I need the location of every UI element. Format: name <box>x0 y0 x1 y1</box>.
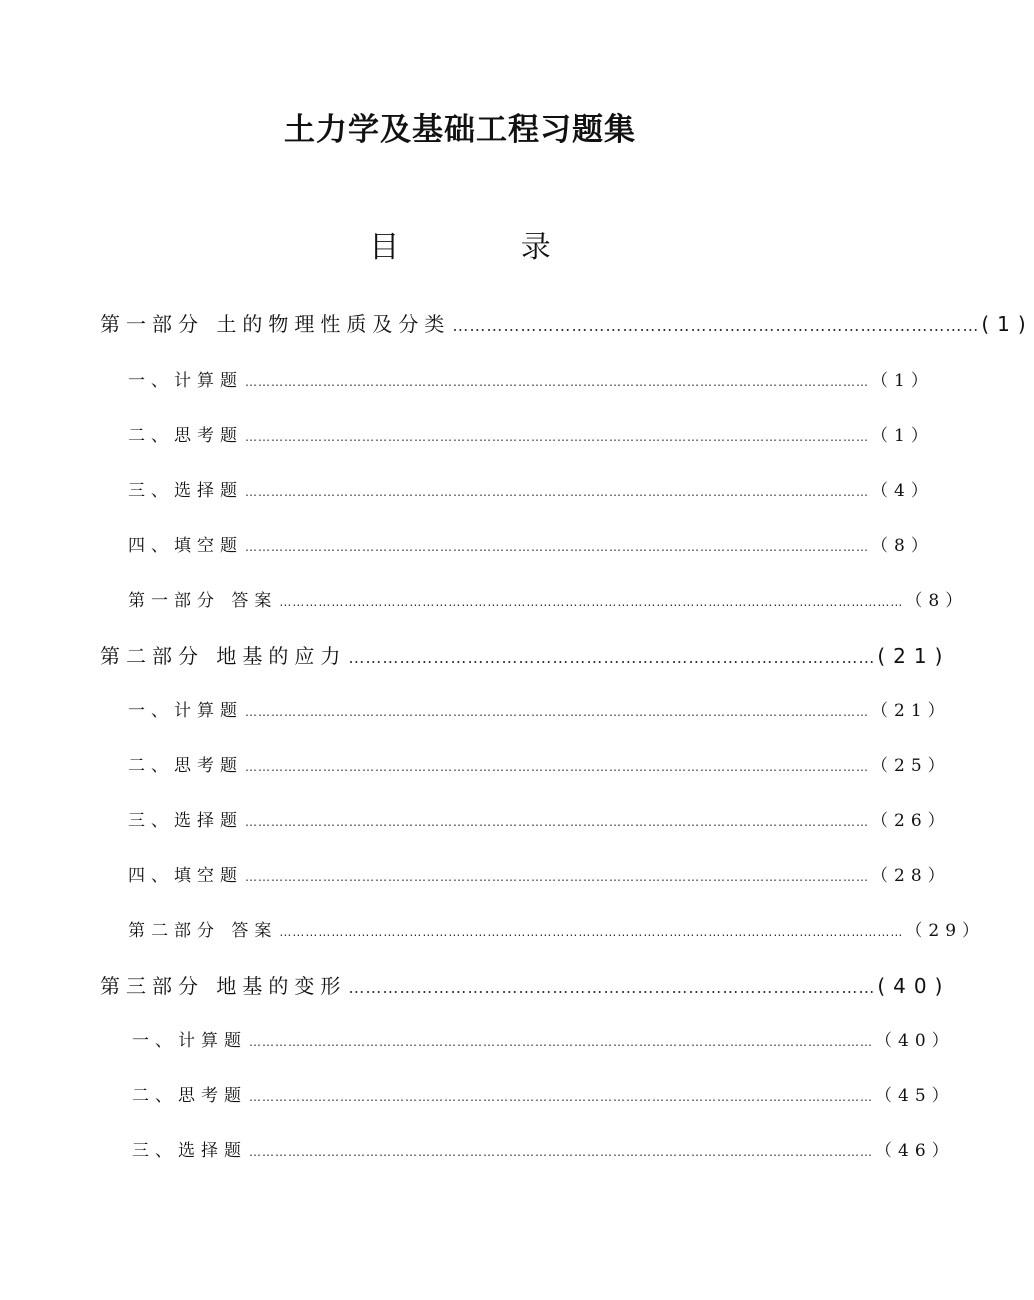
toc-entry-label: 一、计算题 <box>132 1031 247 1051</box>
leader-dots: ………………………………………………………………………………… <box>348 978 876 997</box>
toc-entry[interactable] <box>132 1081 955 1106</box>
toc-entry-page: （8） <box>905 591 969 611</box>
toc-entry-label: 一、计算题 <box>128 701 243 721</box>
toc-entry[interactable] <box>128 586 969 611</box>
toc-entry-label: 三、选择题 <box>128 481 243 501</box>
toc-entry-page: （26） <box>871 811 951 831</box>
toc-entry-label: 第二部分 答案 <box>128 921 278 941</box>
leader-dots: ……………………………………………………………………………………………………………………………… <box>279 925 904 939</box>
toc-entry-label: 四、填空题 <box>128 536 243 556</box>
toc-entry[interactable] <box>128 806 951 831</box>
toc-entry-page: (1) <box>981 312 1034 336</box>
toc-entry-page: （8） <box>871 536 934 556</box>
toc-entry-part-1[interactable] <box>100 308 1034 337</box>
leader-dots: ……………………………………………………………………………………………………………………………… <box>245 705 869 719</box>
toc-entry[interactable] <box>128 421 934 446</box>
leader-dots: ……………………………………………………………………………………………………………………………… <box>249 1090 873 1104</box>
toc-entry-page: （46） <box>875 1141 955 1161</box>
leader-dots: ………………………………………………………………………………… <box>452 316 980 335</box>
toc-entry-page: (21) <box>877 644 951 668</box>
toc-entry-page: （25） <box>871 756 951 776</box>
leader-dots: ……………………………………………………………………………………………………………………………… <box>245 815 869 829</box>
toc-entry-page: （29） <box>905 921 986 941</box>
leader-dots: ………………………………………………………………………………… <box>348 648 876 667</box>
toc-entry[interactable] <box>128 916 986 941</box>
toc-heading: 目 录 <box>369 230 607 265</box>
toc-entry-page: （4） <box>871 481 934 501</box>
toc-entry-label: 二、思考题 <box>128 756 243 776</box>
leader-dots: ……………………………………………………………………………………………………………………………… <box>245 485 869 499</box>
toc-entry[interactable] <box>128 366 934 391</box>
toc-entry-part-3[interactable] <box>100 970 951 999</box>
toc-entry-page: （1） <box>871 371 934 391</box>
toc-entry-page: （1） <box>871 426 934 446</box>
toc-entry[interactable] <box>128 531 934 556</box>
leader-dots: ……………………………………………………………………………………………………………………………… <box>245 870 869 884</box>
toc-entry-page: （21） <box>871 701 951 721</box>
leader-dots: ……………………………………………………………………………………………………………………………… <box>245 430 869 444</box>
toc-entry-label: 三、选择题 <box>128 811 243 831</box>
toc-entry[interactable] <box>132 1026 955 1051</box>
toc-entry[interactable] <box>128 476 934 501</box>
leader-dots: ……………………………………………………………………………………………………………………………… <box>249 1145 873 1159</box>
toc-entry-label: 第一部分 土的物理性质及分类 <box>100 312 451 336</box>
toc-entry[interactable] <box>128 751 951 776</box>
toc-entry-label: 三、选择题 <box>132 1141 247 1161</box>
leader-dots: ……………………………………………………………………………………………………………………………… <box>245 375 869 389</box>
toc-entry-page: （28） <box>871 866 951 886</box>
leader-dots: ……………………………………………………………………………………………………………………………… <box>249 1035 873 1049</box>
toc-entry-label: 第三部分 地基的变形 <box>100 974 347 998</box>
toc-entry-page: （45） <box>875 1086 955 1106</box>
toc-entry[interactable] <box>132 1136 955 1161</box>
toc-entry[interactable] <box>128 696 951 721</box>
toc-entry-page: (40) <box>877 974 951 998</box>
toc-entry-part-2[interactable] <box>100 640 951 669</box>
toc-entry-page: （40） <box>875 1031 955 1051</box>
leader-dots: ……………………………………………………………………………………………………………………………… <box>279 595 904 609</box>
toc-entry-label: 一、计算题 <box>128 371 243 391</box>
toc-entry-label: 第二部分 地基的应力 <box>100 644 347 668</box>
leader-dots: ……………………………………………………………………………………………………………………………… <box>245 760 869 774</box>
toc-entry-label: 四、填空题 <box>128 866 243 886</box>
toc-entry[interactable] <box>128 861 951 886</box>
document-title: 土力学及基础工程习题集 <box>284 112 636 148</box>
leader-dots: ……………………………………………………………………………………………………………………………… <box>245 540 869 554</box>
toc-entry-label: 二、思考题 <box>132 1086 247 1106</box>
toc-entry-label: 二、思考题 <box>128 426 243 446</box>
toc-entry-label: 第一部分 答案 <box>128 591 278 611</box>
